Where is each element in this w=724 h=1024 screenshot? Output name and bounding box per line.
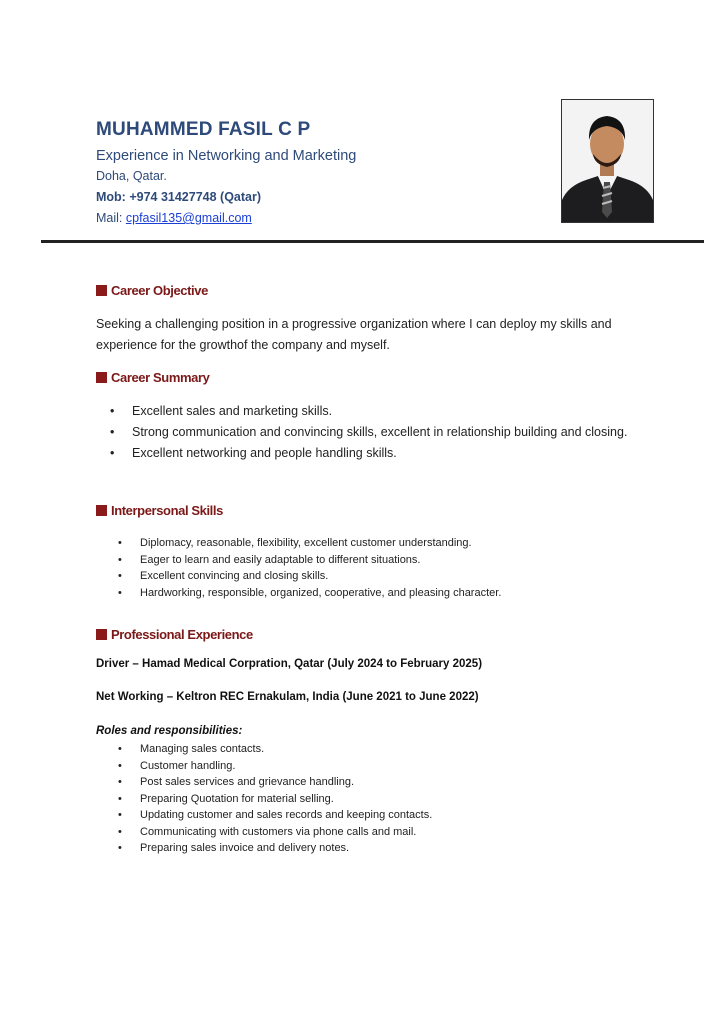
section-title-professional-experience [96, 627, 253, 642]
candidate-mail [96, 208, 536, 229]
email-link[interactable]: cpfasil135@gmail.com [125, 211, 252, 225]
list-item: • Excellent networking and people handling skills. [110, 443, 630, 464]
section-title-text: Career Summary [111, 370, 210, 385]
section-square-icon [96, 285, 107, 296]
list-item: • Diplomacy, reasonable, flexibility, excellent customer understanding. [118, 535, 638, 552]
interpersonal-skills-list [118, 535, 638, 601]
list-item: • Post sales services and grievance handling. [118, 774, 638, 791]
job-entry-driver: Driver – Hamad Medical Corpration, Qatar (July 2024 to February 2025) [96, 658, 483, 670]
header-divider [41, 240, 704, 243]
section-title-text: Interpersonal Skills [111, 503, 223, 518]
candidate-location: Doha, Qatar. [96, 169, 167, 183]
section-title-interpersonal-skills [96, 503, 223, 518]
section-title-career-objective [96, 283, 208, 298]
section-title-text: Professional Experience [111, 627, 253, 642]
list-item: • Excellent sales and marketing skills. [110, 401, 630, 422]
career-objective-text: Seeking a challenging position in a progressive organization where I can deploy my skills and experience for the growthof the company and myself. [96, 317, 612, 352]
job-entry-networking: Net Working – Keltron REC Ernakulam, India (June 2021 to June 2022) [96, 691, 479, 703]
roles-title: Roles and responsibilities: [96, 725, 243, 737]
list-item: • Updating customer and sales records and keeping contacts. [118, 807, 638, 824]
list-item: • Customer handling. [118, 758, 638, 775]
roles-list [118, 741, 638, 857]
list-item: • Managing sales contacts. [118, 741, 638, 758]
list-item: • Excellent convincing and closing skills. [118, 568, 638, 585]
section-square-icon [96, 372, 107, 383]
mail-label: Mail: [96, 211, 126, 225]
section-square-icon [96, 505, 107, 516]
list-item: • Hardworking, responsible, organized, cooperative, and pleasing character. [118, 585, 638, 602]
list-item: • Strong communication and convincing skills, excellent in relationship building and closing. [110, 422, 630, 443]
profile-photo-image [562, 100, 653, 222]
candidate-headline: Experience in Networking and Marketing [96, 148, 357, 164]
candidate-mobile: Mob: +974 31427748 (Qatar) [96, 190, 262, 204]
profile-photo [561, 99, 654, 223]
resume-header [96, 118, 536, 229]
list-item: • Eager to learn and easily adaptable to different situations. [118, 552, 638, 569]
list-item: • Preparing sales invoice and delivery notes. [118, 840, 638, 857]
career-summary-list [110, 401, 630, 464]
section-title-text: Career Objective [111, 283, 208, 298]
section-square-icon [96, 629, 107, 640]
list-item: • Communicating with customers via phone calls and mail. [118, 824, 638, 841]
list-item: • Preparing Quotation for material selling. [118, 791, 638, 808]
section-title-career-summary [96, 370, 209, 385]
candidate-name: MUHAMMED FASIL C P [96, 119, 311, 140]
